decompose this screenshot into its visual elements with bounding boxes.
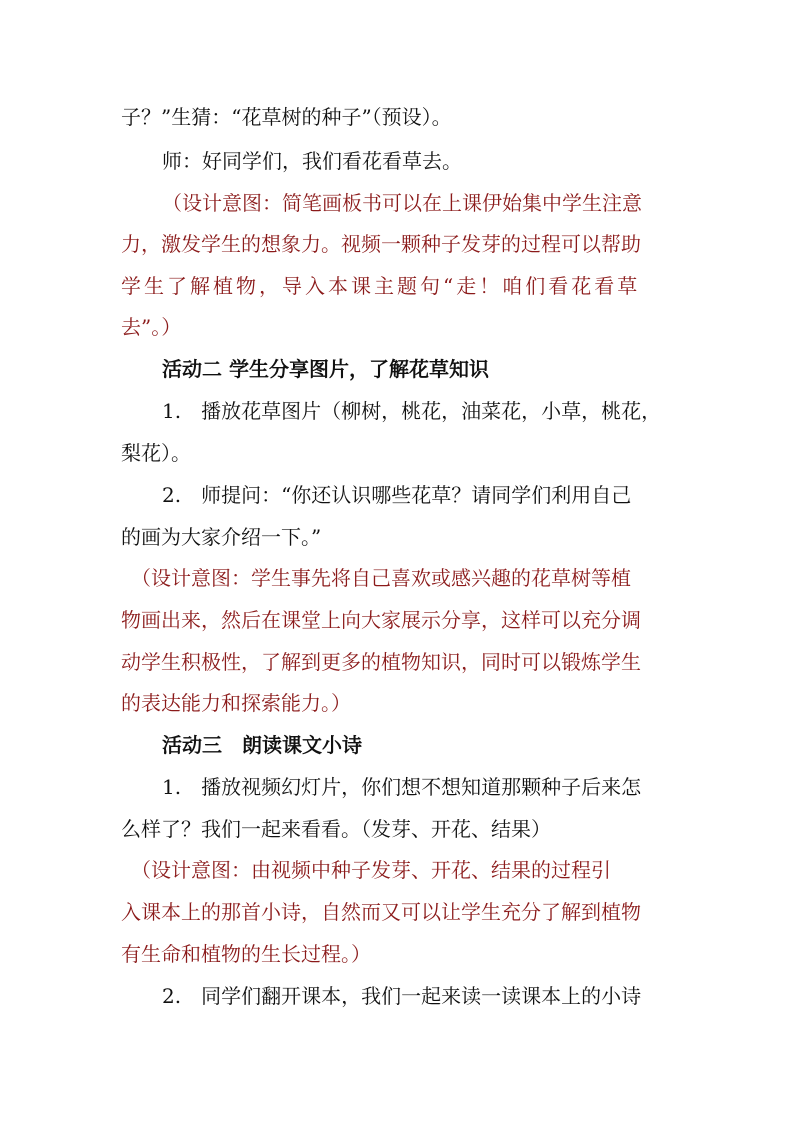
design-intent-line: 入课本上的那首小诗，自然而又可以让学生充分了解到植物 [121,900,641,924]
design-intent-line: （设计意图：由视频中种子发芽、开花、结果的过程引 [131,858,611,882]
design-intent-line: 去”。） [121,315,182,339]
text-line: 2. 同学们翻开课本，我们一起来读一读课本上的小诗 [162,984,642,1008]
design-intent-line: 力，激发学生的想象力。视频一颗种子发芽的过程可以帮助 [121,232,641,256]
text-line: 1. 播放花草图片（柳树，桃花，油菜花，小草，桃花， [162,399,662,423]
design-intent-line: 的表达能力和探索能力。） [121,691,351,715]
design-intent-line: 学生了解植物，导入本课主题句“走！咱们看花看草 [121,274,641,298]
text-line: 梨花）。 [121,441,191,465]
design-intent-line: 有生命和植物的生长过程。） [121,942,371,966]
text-line: 师：好同学们，我们看花看草去。 [162,149,462,173]
design-intent-line: （设计意图：学生事先将自己喜欢或感兴趣的花草树等植 [131,566,631,590]
text-line: 么样了？我们一起来看看。（发芽、开花、结果） [121,817,551,841]
text-line: 2. 师提问：“你还认识哪些花草？请同学们利用自己 [162,483,632,507]
section-heading: 活动二 学生分享图片，了解花草知识 [162,357,489,381]
section-heading: 活动三 朗读课文小诗 [162,733,362,757]
text-line: 子？”生猜：“花草树的种子”（预设）。 [121,105,452,129]
design-intent-line: （设计意图：简笔画板书可以在上课伊始集中学生注意 [162,191,642,215]
design-intent-line: 物画出来，然后在课堂上向大家展示分享，这样可以充分调 [121,608,641,632]
design-intent-line: 动学生积极性，了解到更多的植物知识，同时可以锻炼学生 [121,650,641,674]
text-line: 1. 播放视频幻灯片，你们想不想知道那颗种子后来怎 [162,775,642,799]
text-line: 的画为大家介绍一下。” [121,525,322,549]
